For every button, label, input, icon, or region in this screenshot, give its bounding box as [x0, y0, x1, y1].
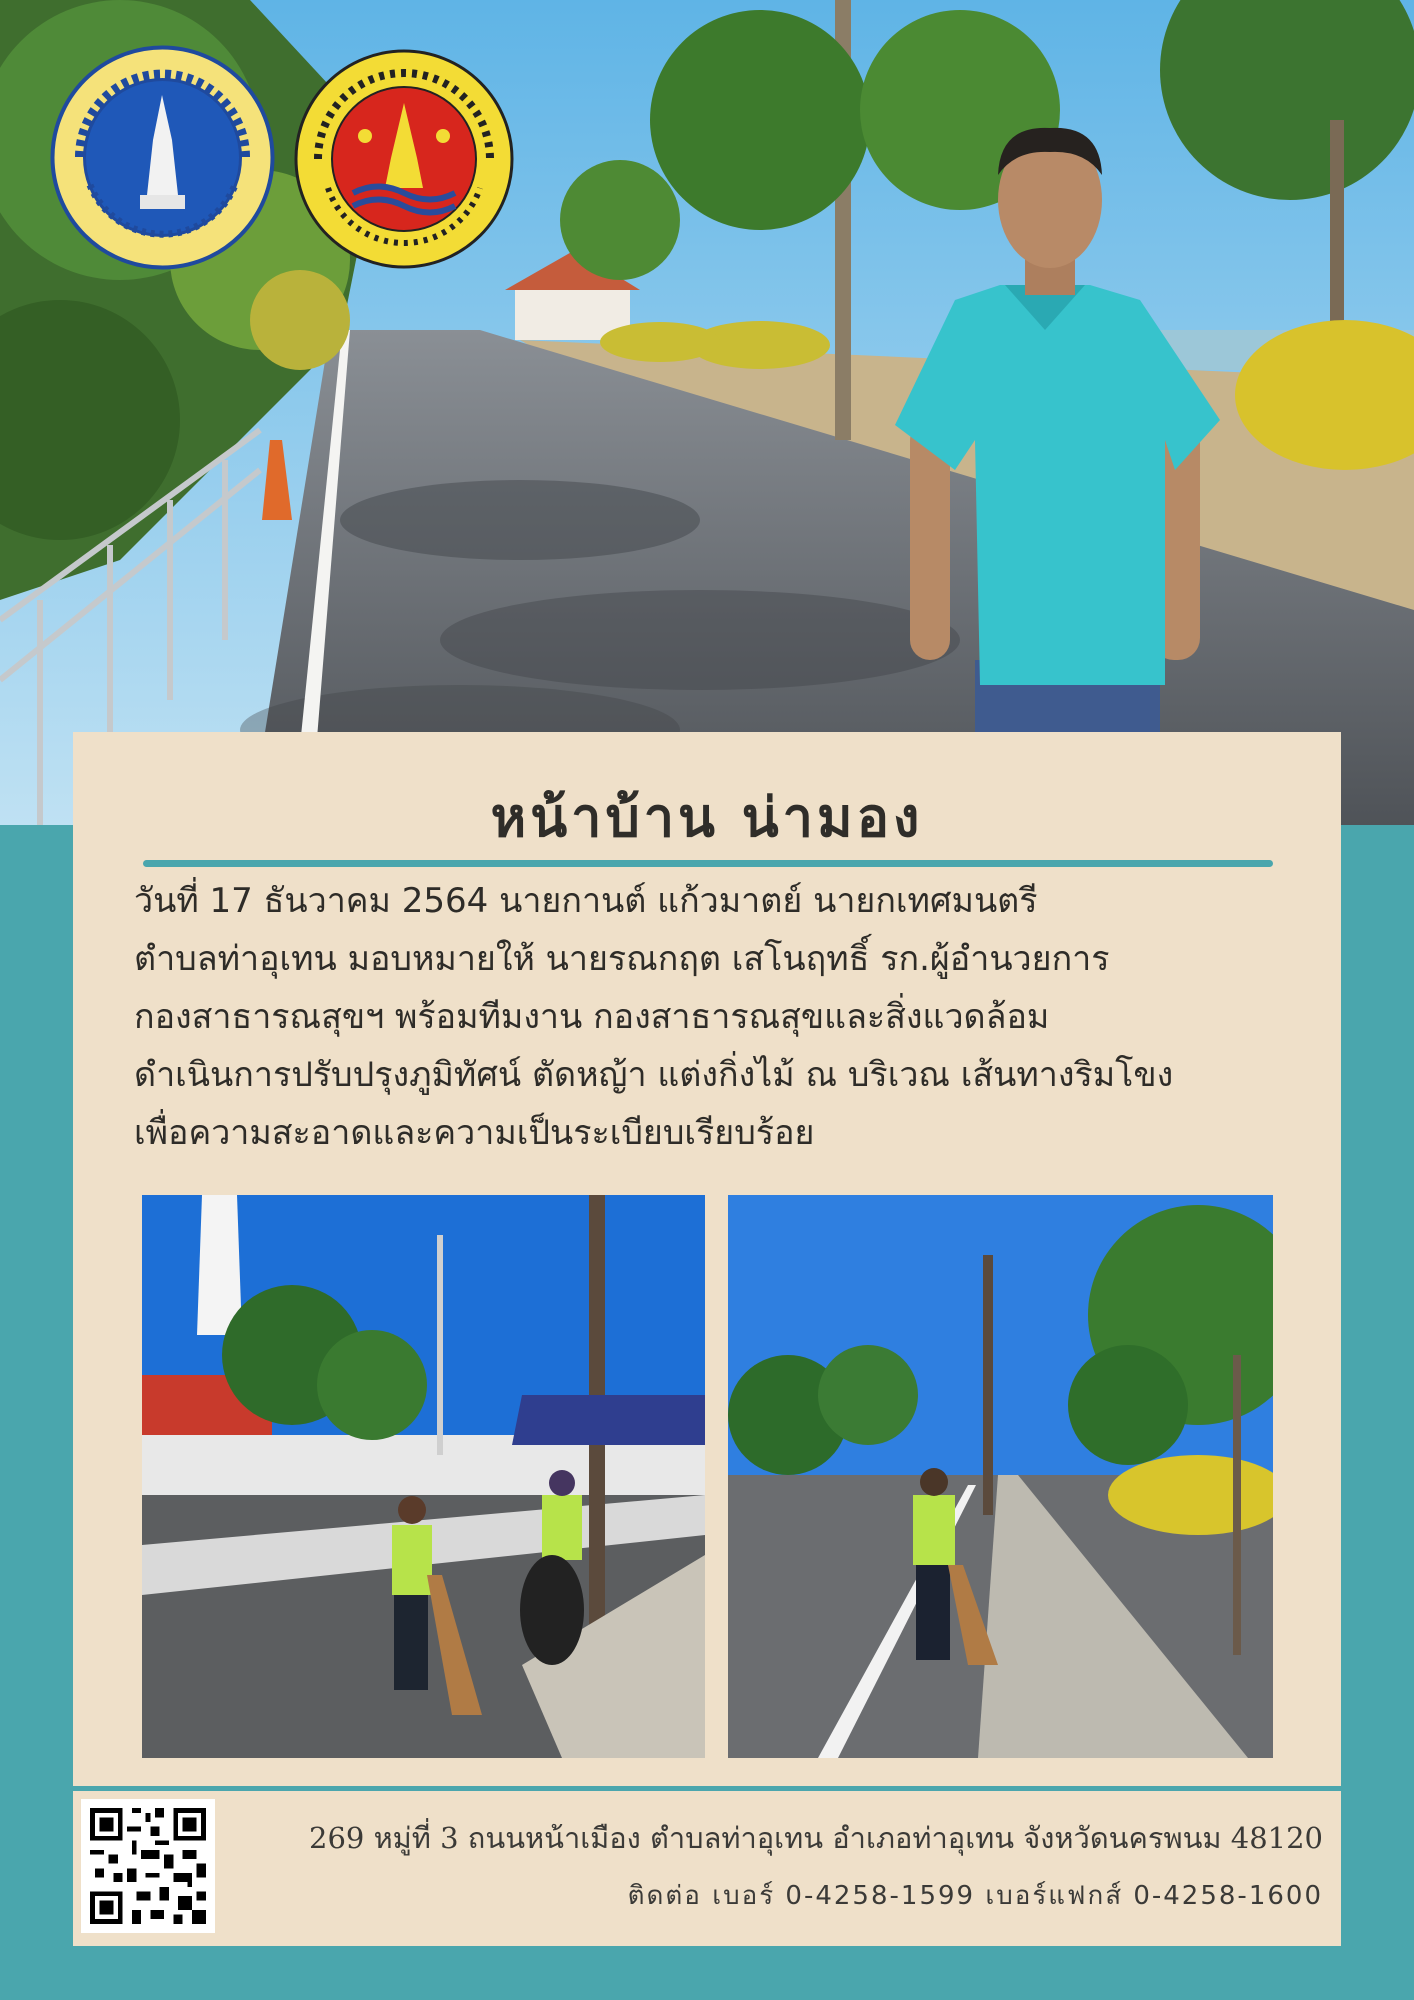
body-line: เพื่อความสะอาดและความเป็นระเบียบเรียบร้อย: [134, 1113, 815, 1153]
work-photo-1: [142, 1195, 705, 1758]
page-title: หน้าบ้าน น่ามอง: [490, 786, 924, 849]
announcement-body: [134, 872, 1294, 1162]
qr-code[interactable]: [81, 1799, 215, 1933]
body-line: วันที่ 17 ธันวาคม 2564 นายกานต์ แก้วมาตย์ นายกเทศมนตรี: [134, 881, 1038, 921]
contact-text: ติดต่อ เบอร์ 0-4258-1599 เบอร์แฟกส์ 0-4258-1600: [627, 1881, 1323, 1911]
body-line: ตำบลท่าอุเทน มอบหมายให้ นายรณกฤต เสโนฤทธิ์ รก.ผู้อำนวยการ: [134, 939, 1110, 979]
public-health-division-logo: [293, 48, 515, 270]
title-underline: [143, 860, 1273, 867]
hero-photo: [0, 0, 1414, 825]
body-line: ดำเนินการปรับปรุงภูมิทัศน์ ตัดหญ้า แต่งกิ่งไม้ ณ บริเวณ เส้นทางริมโขง: [134, 1055, 1174, 1095]
address-text: 269 หมู่ที่ 3 ถนนหน้าเมือง ตำบลท่าอุเทน อำเภอท่าอุเทน จังหวัดนครพนม 48120: [309, 1821, 1323, 1855]
work-photo-2: [728, 1195, 1273, 1758]
body-line: กองสาธารณสุขฯ พร้อมทีมงาน กองสาธารณสุขและสิ่งแวดล้อม: [134, 997, 1050, 1037]
footer-divider: [73, 1786, 1341, 1791]
announcement-card: [73, 732, 1341, 1946]
municipality-logo: [50, 45, 275, 270]
